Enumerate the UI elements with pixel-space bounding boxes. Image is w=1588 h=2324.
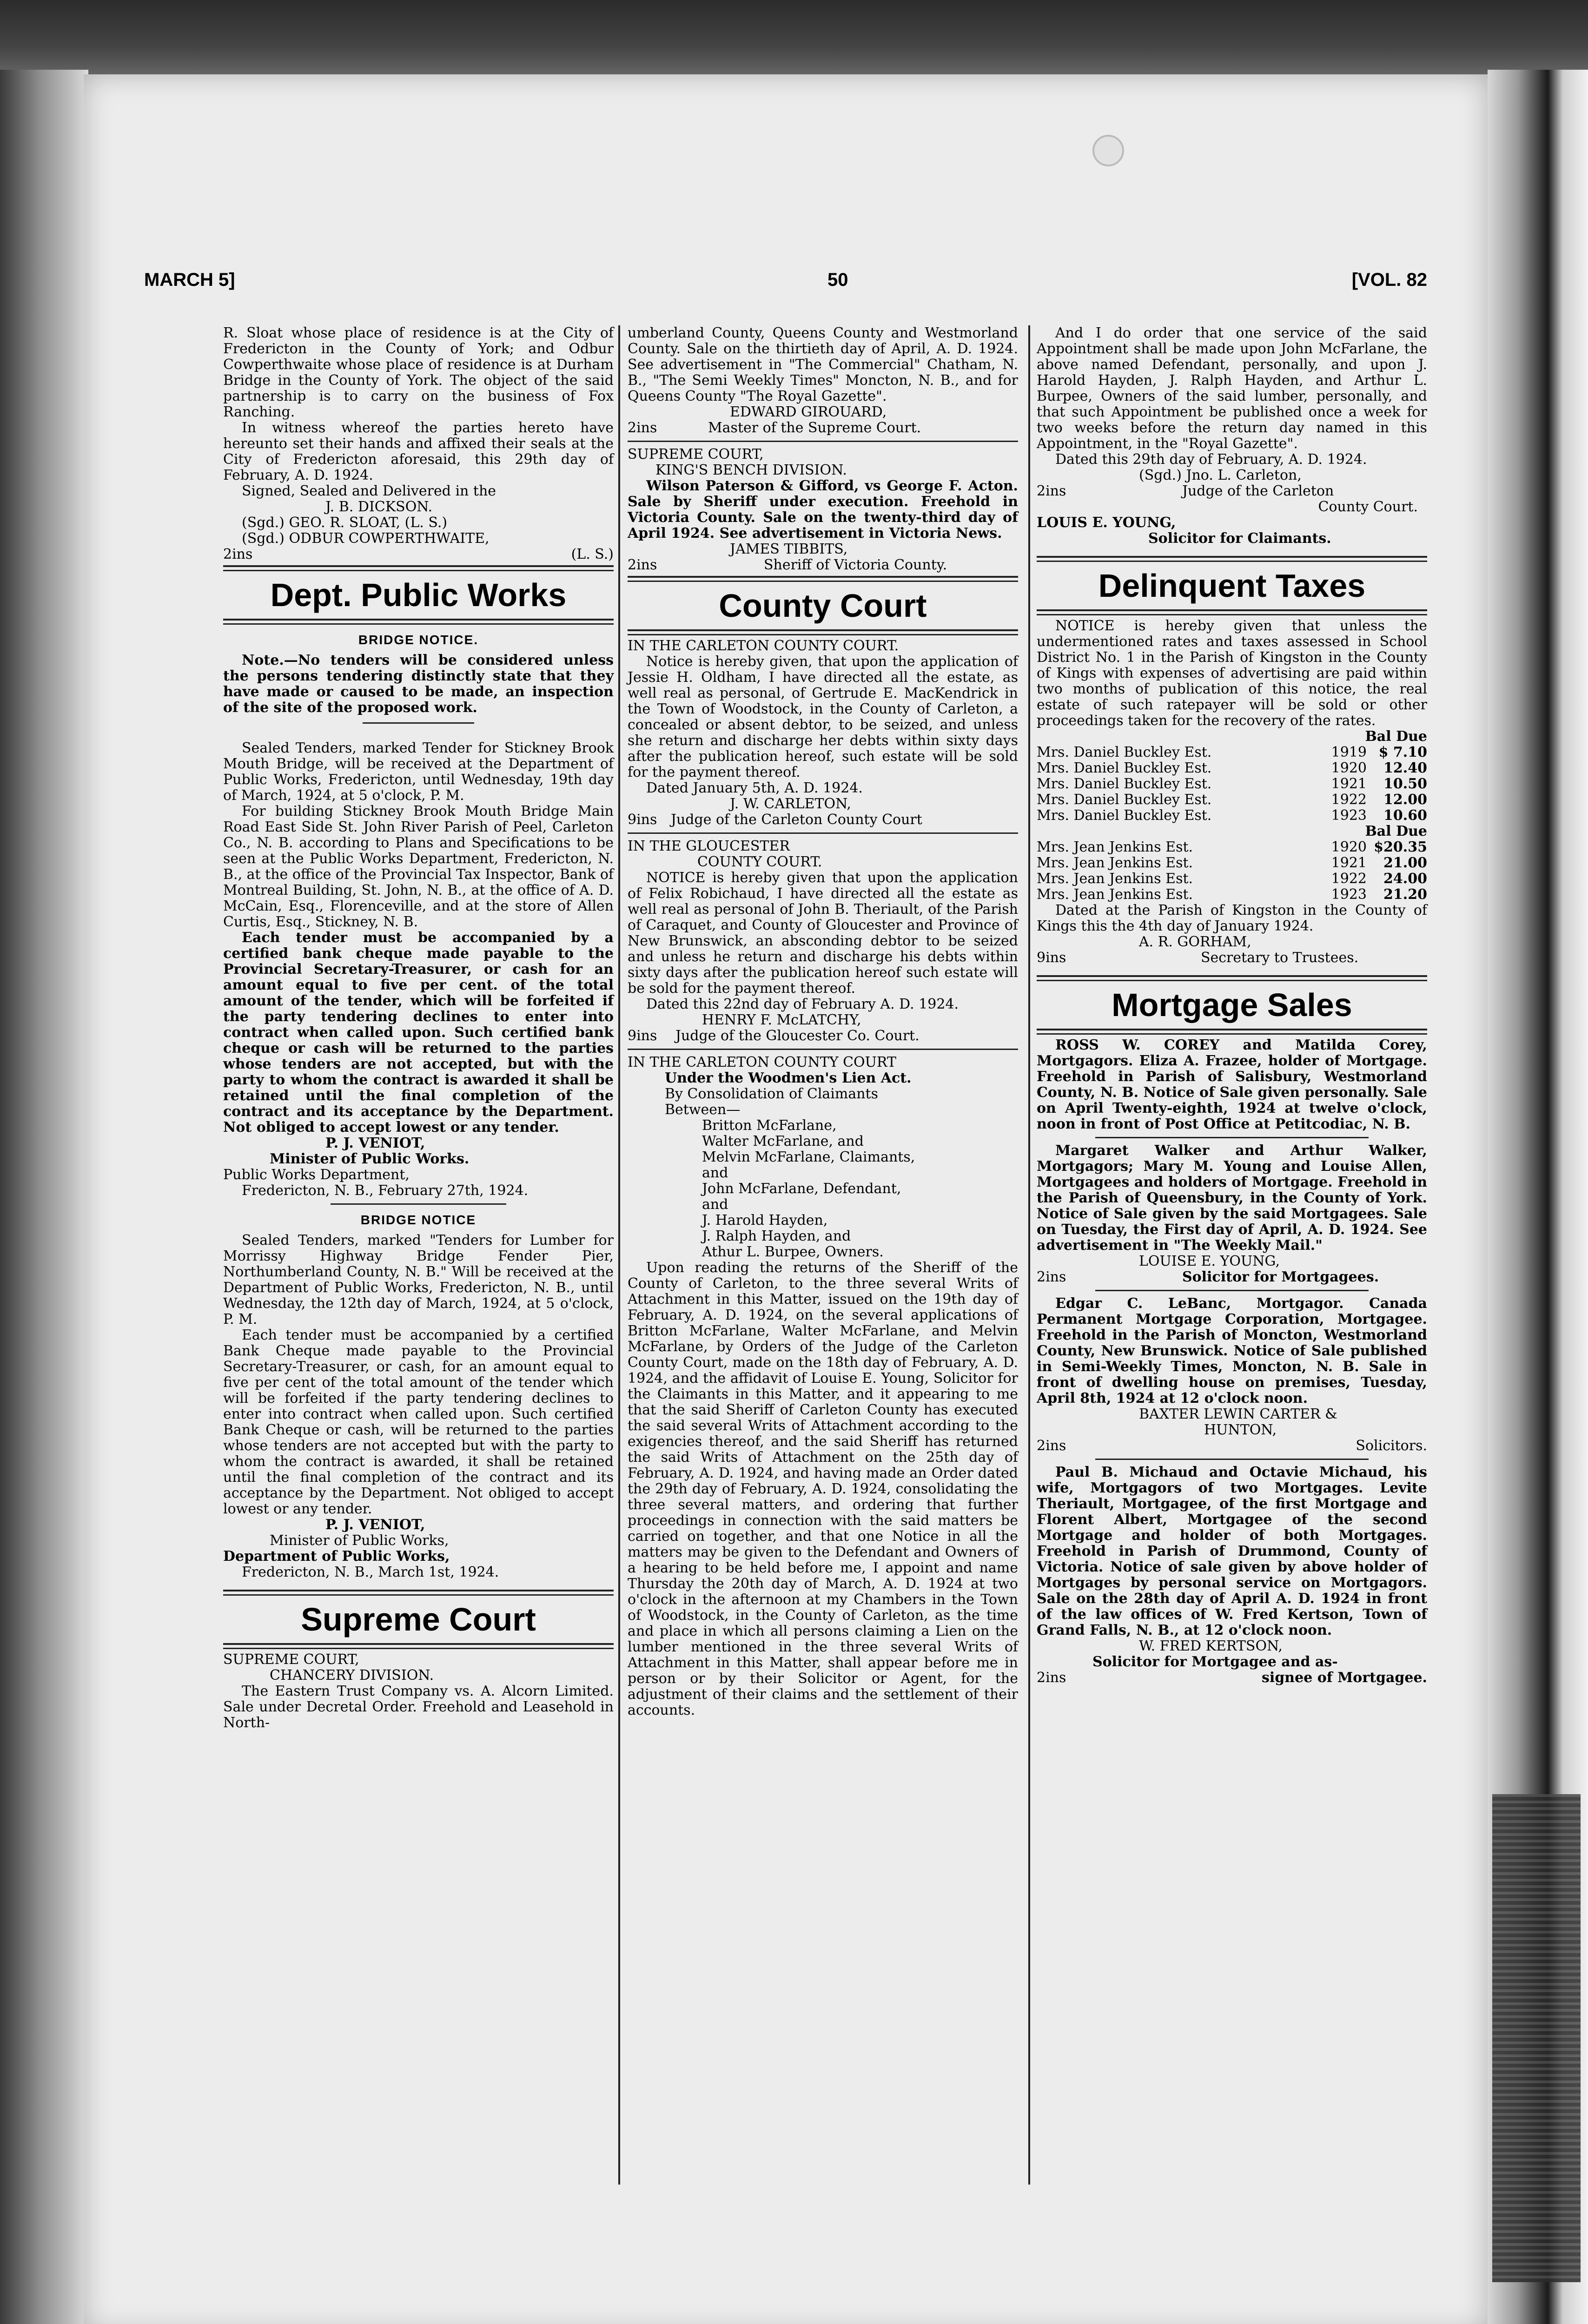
- section-rule: [1037, 609, 1427, 615]
- cc2-paragraph: NOTICE is hereby given that upon the application of Felix Robichaud, I have directed all the estate as well real as personal of John B. Theriault, of the Parish of Caraquet, and County of Gloucester and Province of New Brunswick, an absconding debtor to be seized and unless he return and discharge his debts within sixty days after the publication hereof such estate will be sold for the payment thereof.: [628, 870, 1018, 997]
- party-item: and: [702, 1196, 728, 1213]
- cc1-dated: Dated January 5th, A. D. 1924.: [646, 780, 863, 796]
- ms2-line: [1037, 1269, 1427, 1285]
- section-rule: [1037, 1029, 1427, 1035]
- tax-row: [1037, 855, 1427, 871]
- tax-name: Mrs. Jean Jenkins Est.: [1037, 855, 1193, 871]
- insertion-count: 2ins: [628, 420, 657, 436]
- section-rule: [223, 1643, 614, 1649]
- insertion-count: 2ins: [1037, 1438, 1066, 1454]
- column-rule: [618, 325, 620, 2185]
- section-rule: [628, 629, 1018, 635]
- county-court-heading: County Court: [719, 588, 927, 624]
- mortgage-sale-1: ROSS W. COREY and Matilda Corey, Mortgagors. Eliza A. Frazee, holder of Mortgage. Freehold in Parish of Salisbury, Westmorland County, N. B. Notice of Sale given personally. Sale on April Twenty-eighth, 1924 at twelve o'clock, noon in front of Post Office at Petitcodiac, N. B.: [1037, 1037, 1427, 1132]
- column-2: [628, 325, 1018, 1718]
- tax-name: Mrs. Jean Jenkins Est.: [1037, 839, 1193, 855]
- ms4-line: [1037, 1670, 1427, 1686]
- veniot-title: Minister of Public Works,: [270, 1532, 449, 1549]
- binding-hole: [1092, 135, 1124, 166]
- order-judge-title-2: County Court.: [1318, 499, 1418, 515]
- insertion-count: 9ins: [628, 812, 657, 828]
- tax-amount: 21.00: [1383, 855, 1427, 871]
- tax-amount: $ 7.10: [1378, 744, 1427, 760]
- young-name: LOUIS E. YOUNG,: [1037, 515, 1176, 531]
- section-rule: [223, 1590, 614, 1596]
- party-item: John McFarlane, Defendant,: [702, 1181, 901, 1197]
- signature-cowperthwaite: (Sgd.) ODBUR COWPERTHWAITE,: [242, 530, 490, 547]
- party-item: Walter McFarlane, and: [702, 1133, 864, 1149]
- header-date: MARCH 5]: [144, 270, 235, 290]
- building-paragraph: For building Stickney Brook Mouth Bridge Main Road East Side St. John River Parish of Peel, Carleton Co., N. B. according to Plans and Specifications to be seen at the Public Works Department, Fredericton, N. B., at the office of the Provincial Tax Inspector, Bank of Montreal Building, St. John, N. B., at the office of A. D. McCain, Esq., Florenceville, and at the store of Allen Curtis, Esq., Stickney, N. B.: [223, 803, 614, 930]
- cc3-paragraph: Upon reading the returns of the Sheriff of the County of Carleton, to the three several Writs of Attachment in this Matter, issued on the 19th day of February, A. D. 1924, on the several applications of Britton McFarlane, Walter McFarlane, and Melvin McFarlane, by Orders of the Judge of the Carleton County Court, made on the 18th day of February, A. D. 1924, and the affidavit of Louise E. Young, Solicitor for the Claimants in this Matter, and it appearing to me that the said Sheriff of Carleton County has executed the said several Writs of Attachment according to the exigencies thereof, and the said Sheriff has returned the said Writs of Attachment on the 25th day of February, A. D. 1924, and having made an Order dated the 29th day of February, A. D. 1924, consolidating the three several matters, and ordering that further proceedings in connection with the said matters be carried on together, and that one Notice in all the matters may be given to the Defendant and Owners of a hearing to be held before me, I appoint and name Thursday the 20th day of March, A. D. 1924 at two o'clock in the afternoon at my Chambers in the Town of Woodstock, in the County of Carleton, as the time and place in which all persons claiming a Lien on the lumber mentioned in the three several Writs of Attachment in this Matter, shall appear before me in person or by their Solicitor or Agent, for the adjustment of their claims and the settlement of their accounts.: [628, 1260, 1018, 1718]
- party-item: and: [702, 1165, 728, 1181]
- tax-year: 1922: [1331, 792, 1367, 808]
- insertion-count: 2ins: [1037, 1269, 1066, 1285]
- scan-top-border: [0, 0, 1588, 79]
- insertion-count: 2ins: [1037, 1670, 1066, 1686]
- tibbits-name: JAMES TIBBITS,: [730, 541, 848, 557]
- tax-year: 1923: [1331, 886, 1367, 903]
- mortgage-sale-4: Paul B. Michaud and Octavie Michaud, his wife, Mortgagors of two Mortgages. Levite Theriault, Mortgagee, of the first Mortgage and Florent Albert, Mortgagee of the second Mortgage and holder of both Mortgages. Freehold in Parish of Drummond, County of Victoria. Notice of sale given by above holder of Mortgages by personal service on Mortgagors. Sale on the 28th day of April A. D. 1924 in front of the law offices of W. Fred Kertson, Town of Grand Falls, N. B., at 12 o'clock noon.: [1037, 1464, 1427, 1638]
- order-dated: Dated this 29th day of February, A. D. 1924.: [1055, 451, 1367, 468]
- continued-paragraph: umberland County, Queens County and Westmorland County. Sale on the thirtieth day of April, A. D. 1924. See advertisement in "The Commercial" Chatham, N. B., "The Semi Weekly Times" Moncton, N. B., and for Queens County "The Royal Gazette".: [628, 325, 1018, 404]
- sealed-tenders-paragraph: Sealed Tenders, marked Tender for Stickney Brook Mouth Bridge, will be received at the Department of Public Works, Fredericton, until Wednesday, 19th day of March, 1924, at 5 o'clock, P. M.: [223, 740, 614, 804]
- veniot-name: P. J. VENIOT,: [325, 1517, 425, 1533]
- section-rule: [223, 619, 614, 625]
- tax-name: Mrs. Daniel Buckley Est.: [1037, 807, 1212, 824]
- each-tender-paragraph: Each tender must be accompanied by a certified Bank Cheque made payable to the Provincial Secretary-Treasurer, or cash, for an amount equal to five per cent of the total amount of the tender which will be forfeited if the party tendering declines to enter into contract when called upon. Such certified Bank Cheque or cash, will be returned to the parties whose tenders are not accepted but with the party to whom the contract is awarded, it shall be retained until the final completion of the contract and its acceptance by the Department. Not obliged to accept lowest or any tender.: [223, 1327, 614, 1517]
- column-1: [223, 325, 614, 1731]
- column-rule: [1028, 325, 1030, 2185]
- cc3-consolidation: By Consolidation of Claimants: [665, 1086, 879, 1102]
- order-paragraph: And I do order that one service of the said Appointment shall be made upon John McFarlane, the above named Defendant, personally, and upon J. Harold Hayden, J. Ralph Hayden, and Arthur L. Burpee, Owners of the said lumber, personally, and that such Appointment be published once a week for two weeks before the return day named in this Appointment, in the "Royal Gazette".: [1037, 325, 1427, 452]
- cc2-judge-title: Judge of the Gloucester Co. Court.: [675, 1028, 920, 1044]
- dept-line: Public Works Department,: [223, 1167, 410, 1183]
- tax-name: Mrs. Daniel Buckley Est.: [1037, 760, 1212, 776]
- gorham-name: A. R. GORHAM,: [1139, 934, 1251, 950]
- tax-amount: 10.50: [1383, 776, 1427, 792]
- short-rule: [363, 722, 474, 724]
- partnership-paragraph: R. Sloat whose place of residence is at the City of Fredericton in the County of York; and Odbur Cowperthwaite whose place of residence is at Durham Bridge in the County of York. The object of the said partnership is to carry on the business of Fox Ranching.: [223, 325, 614, 420]
- ms4-title-2: signee of Mortgagee.: [1262, 1670, 1427, 1686]
- young-title: Solicitor for Claimants.: [1148, 530, 1331, 547]
- tax-year: 1920: [1331, 760, 1367, 776]
- short-rule: [331, 1203, 506, 1205]
- girouard-line: [628, 420, 1018, 436]
- gorham-line: [1037, 950, 1427, 966]
- cc1-title: IN THE CARLETON COUNTY COURT.: [628, 638, 899, 654]
- insertion-count: 2ins: [628, 557, 657, 573]
- tax-name: Mrs. Daniel Buckley Est.: [1037, 776, 1212, 792]
- section-rule: [223, 565, 614, 571]
- ms2-title: Solicitor for Mortgagees.: [1182, 1269, 1379, 1285]
- tax-row: [1037, 776, 1427, 792]
- tax-row: [1037, 792, 1427, 808]
- page-header: [144, 270, 1427, 297]
- tax-year: 1919: [1331, 744, 1367, 760]
- short-rule: [1095, 1459, 1369, 1460]
- ms3-name: BAXTER LEWIN CARTER &: [1139, 1406, 1337, 1422]
- insertion-count: 2ins: [223, 546, 253, 562]
- veniot-name: P. J. VENIOT,: [325, 1135, 425, 1151]
- tibbits-title: Sheriff of Victoria County.: [763, 557, 947, 573]
- party-item: Athur L. Burpee, Owners.: [702, 1244, 884, 1260]
- signature-line: [223, 547, 614, 562]
- supreme-court-heading: Supreme Court: [301, 1601, 536, 1637]
- each-tender-paragraph: Each tender must be accompanied by a certified bank cheque made payable to the Provincial Secretary-Treasurer, or cash for an amount equal to five per cent. of the total amount of the tender, which will be forfeited if the party tendering declines to enter into contract when called upon. Such certified bank cheque or cash will be returned to the parties whose tenders are not accepted, but with the party to whom the contract is awarded it shall be retained until the final completion of the contract and its acceptance by the Department. Not obliged to accept lowest or any tender.: [223, 930, 614, 1136]
- cc2-title-2: COUNTY COURT.: [697, 854, 822, 870]
- bridge-notice-title: BRIDGE NOTICE: [360, 1213, 476, 1227]
- ms4-name: W. FRED KERTSON,: [1139, 1638, 1283, 1654]
- ms3-name-2: HUNTON,: [1204, 1422, 1277, 1438]
- insertion-count: 2ins: [1037, 483, 1066, 499]
- party-item: J. Ralph Hayden, and: [702, 1228, 851, 1244]
- insertion-count: 9ins: [628, 1028, 657, 1044]
- tax-table-buckley: [1037, 745, 1427, 824]
- column-3: [1037, 325, 1427, 1686]
- mortgage-sale-3: Edgar C. LeBanc, Mortgagor. Canada Permanent Mortgage Corporation, Mortgagee. Freehold in the Parish of Moncton, Westmorland County, New Brunswick. Notice of Sale published in Semi-Weekly Times, Moncton, N. B. Sale in front of dwelling house on premises, Tuesday, April 8th, 1924 at 12 o'clock noon.: [1037, 1295, 1427, 1406]
- section-rule: [1037, 556, 1427, 562]
- girouard-title: Master of the Supreme Court.: [708, 420, 921, 436]
- tax-name: Mrs. Daniel Buckley Est.: [1037, 792, 1212, 808]
- witness-name: J. B. DICKSON.: [325, 499, 433, 515]
- tibbits-line: [628, 557, 1018, 573]
- note-paragraph: Note.—No tenders will be considered unless the persons tendering distinctly state that they have made or caused to be made, an inspection of the site of the proposed work.: [223, 652, 614, 716]
- party-item: Britton McFarlane,: [702, 1117, 837, 1134]
- short-rule: [1095, 1290, 1369, 1291]
- bal-due-label: Bal Due: [1365, 728, 1427, 745]
- tax-amount: 12.00: [1383, 792, 1427, 808]
- cc1-judge-title: Judge of the Carleton County Court: [670, 812, 922, 828]
- signature-sloat: (Sgd.) GEO. R. SLOAT, (L. S.): [242, 515, 448, 531]
- cc3-act: Under the Woodmen's Lien Act.: [665, 1070, 912, 1086]
- delinquent-taxes-heading: Delinquent Taxes: [1098, 568, 1366, 604]
- section-rule: [1037, 975, 1427, 981]
- tax-table-jenkins: [1037, 839, 1427, 903]
- tax-year: 1922: [1331, 871, 1367, 887]
- cc2-title: IN THE GLOUCESTER: [628, 838, 790, 854]
- rule: [628, 441, 1018, 442]
- dated-line: Fredericton, N. B., February 27th, 1924.: [242, 1182, 529, 1199]
- section-rule: [628, 576, 1018, 582]
- ms2-name: LOUISE E. YOUNG,: [1139, 1253, 1280, 1269]
- insertion-count: 9ins: [1037, 950, 1066, 966]
- ms4-title: Solicitor for Mortgagee and as-: [1092, 1654, 1338, 1670]
- bridge-notice-title: BRIDGE NOTICE.: [358, 633, 479, 647]
- mortgage-sale-2: Margaret Walker and Arthur Walker, Mortgagors; Mary M. Young and Louise Allen, Mortgagees and holders of Mortgage. Freehold in the Parish of Queensbury, in the County of York. Notice of Sale given by the said Mortgagees. Sale on Tuesday, the First day of April, A. D. 1924. See advertisement in "The Weekly Mail.": [1037, 1142, 1427, 1254]
- party-list: [702, 1118, 1018, 1260]
- kb-division: KING'S BENCH DIVISION.: [655, 462, 847, 478]
- cc3-between: Between—: [665, 1102, 741, 1118]
- chancery-division: CHANCERY DIVISION.: [270, 1667, 434, 1684]
- page-edge-shadow: [1492, 1794, 1581, 2282]
- tax-row: [1037, 745, 1427, 760]
- party-item: Melvin McFarlane, Claimants,: [702, 1149, 915, 1165]
- sealed-tenders-paragraph: Sealed Tenders, marked "Tenders for Lumber for Morrissy Highway Bridge Fender Pier, Northumberland County, N. B." Will be received at the Department of Public Works, Fredericton, N. B., until Wednesday, the 12th day of March, 1924, at 5 o'clock, P. M.: [223, 1232, 614, 1327]
- cc3-title: IN THE CARLETON COUNTY COURT: [628, 1054, 896, 1070]
- cc2-judge-line: [628, 1028, 1018, 1044]
- supreme-court-title: SUPREME COURT,: [223, 1651, 359, 1668]
- tax-name: Mrs. Jean Jenkins Est.: [1037, 871, 1193, 887]
- tax-row: [1037, 808, 1427, 824]
- cc1-paragraph: Notice is hereby given, that upon the application of Jessie H. Oldham, I have directed all the estate, as well real as personal, of Gertrude E. MacKendrick in the Town of Woodstock, in the County of Carleton, a concealed or absent debtor, to be seized, and unless she return and discharge her debts within sixty days after the publication hereof, such estate will be sold for the payment thereof.: [628, 654, 1018, 780]
- cc1-judge-line: [628, 812, 1018, 828]
- mortgage-sales-heading: Mortgage Sales: [1112, 987, 1352, 1023]
- tax-year: 1920: [1331, 839, 1367, 855]
- dated-line: Fredericton, N. B., March 1st, 1924.: [242, 1564, 499, 1580]
- tax-amount: 12.40: [1383, 760, 1427, 776]
- eastern-trust-paragraph: The Eastern Trust Company vs. A. Alcorn Limited. Sale under Decretal Order. Freehold and Leasehold in North-: [223, 1683, 614, 1731]
- scan-left-border: [0, 70, 88, 2324]
- ms3-line: [1037, 1438, 1427, 1454]
- order-judge-name: (Sgd.) Jno. L. Carleton,: [1139, 467, 1302, 483]
- girouard-name: EDWARD GIROUARD,: [730, 404, 887, 420]
- order-judge-line: [1037, 483, 1427, 499]
- bal-due-label: Bal Due: [1365, 823, 1427, 839]
- kb-title: SUPREME COURT,: [628, 446, 764, 462]
- dept-line: Department of Public Works,: [223, 1548, 450, 1565]
- tax-amount: $20.35: [1374, 839, 1427, 855]
- short-rule: [1095, 1137, 1369, 1138]
- rule: [628, 1049, 1018, 1050]
- dept-public-works-heading: Dept. Public Works: [270, 577, 567, 613]
- rule: [628, 832, 1018, 834]
- tax-year: 1921: [1331, 855, 1367, 871]
- cc2-judge-name: HENRY F. McLATCHY,: [702, 1012, 861, 1028]
- header-volume: [VOL. 82: [1351, 270, 1427, 290]
- veniot-title: Minister of Public Works.: [270, 1151, 470, 1167]
- order-judge-title: Judge of the Carleton: [1182, 483, 1334, 499]
- seal-mark: (L. S.): [571, 546, 614, 562]
- signed-line: Signed, Sealed and Delivered in the: [242, 483, 496, 499]
- gorham-title: Secretary to Trustees.: [1200, 950, 1359, 966]
- tax-amount: 21.20: [1383, 886, 1427, 903]
- tax-year: 1921: [1331, 776, 1367, 792]
- kb-paragraph: Wilson Paterson & Gifford, vs George F. Acton. Sale by Sheriff under execution. Freehold in Victoria County. Sale on the twenty-third day of April 1924. See advertisement in Victoria News.: [628, 478, 1018, 541]
- delinquent-paragraph: NOTICE is hereby given that unless the undermentioned rates and taxes assessed in School District No. 1 in the Parish of Kingston in the County of Kings with expenses of advertising are paid within two months of publication of this notice, the real estate of such ratepayer will be sold or other proceedings taken for the recovery of the rates.: [1037, 618, 1427, 729]
- header-page-number: 50: [827, 270, 848, 290]
- witness-paragraph: In witness whereof the parties hereto have hereunto set their hands and affixed their seals at the City of Fredericton aforesaid, this 29th day of February, A. D. 1924.: [223, 420, 614, 483]
- cc1-judge-name: J. W. CARLETON,: [730, 796, 851, 812]
- cc2-dated: Dated this 22nd day of February A. D. 1924.: [646, 996, 959, 1012]
- tax-amount: 24.00: [1383, 871, 1427, 887]
- tax-row: [1037, 871, 1427, 887]
- tax-name: Mrs. Jean Jenkins Est.: [1037, 886, 1193, 903]
- party-item: J. Harold Hayden,: [702, 1212, 828, 1228]
- ms3-title: Solicitors.: [1356, 1438, 1427, 1454]
- tax-name: Mrs. Daniel Buckley Est.: [1037, 744, 1212, 760]
- tax-row: [1037, 887, 1427, 903]
- tax-year: 1923: [1331, 807, 1367, 824]
- tax-row: [1037, 839, 1427, 855]
- tax-amount: 10.60: [1383, 807, 1427, 824]
- tax-dated: Dated at the Parish of Kingston in the County of Kings this the 4th day of January 1924.: [1037, 902, 1427, 934]
- tax-row: [1037, 760, 1427, 776]
